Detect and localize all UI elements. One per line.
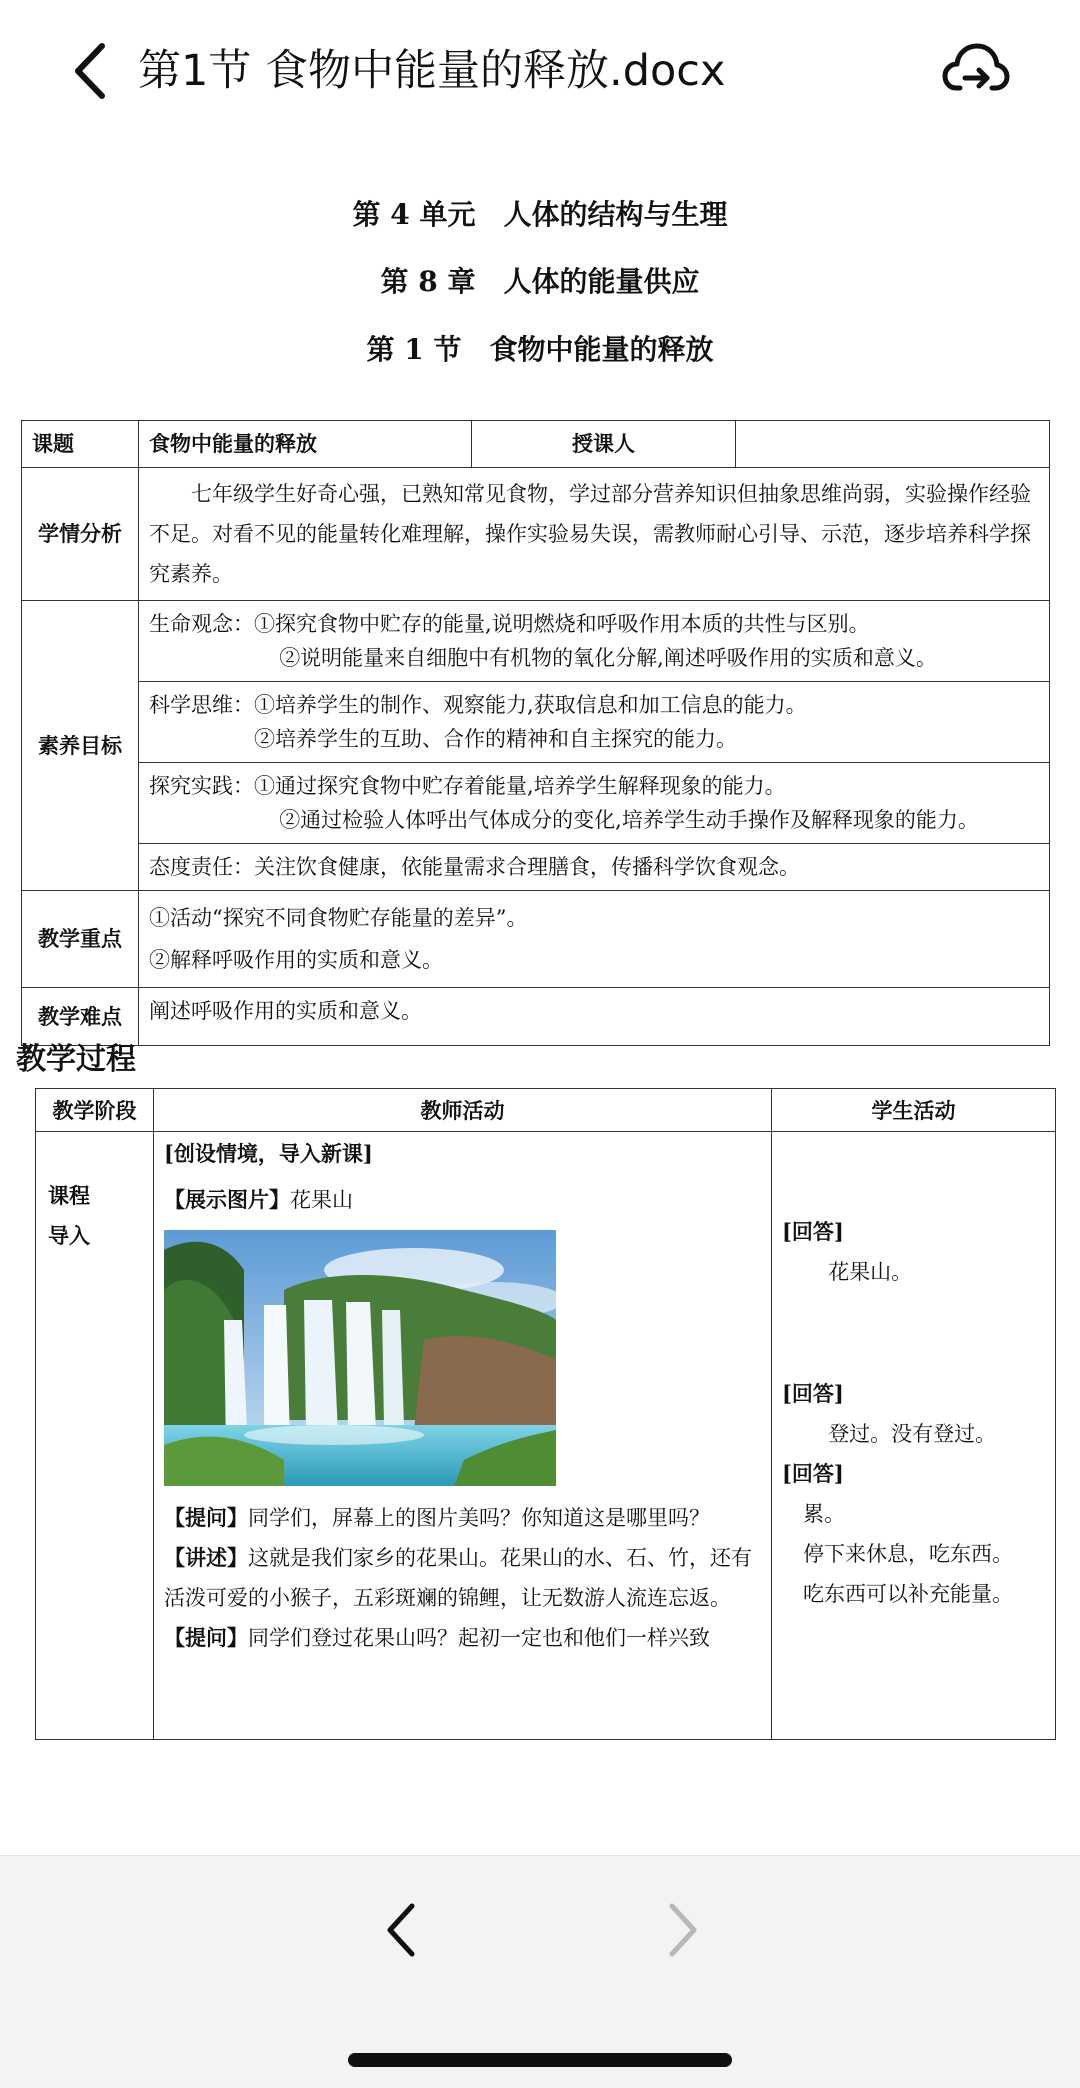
goal-life-2: ②说明能量来自细胞中有机物的氧化分解,阐述呼吸作用的实质和意义。 xyxy=(279,646,937,670)
column-header-teacher: 教师活动 xyxy=(154,1089,772,1132)
answer-3a: 累。 xyxy=(803,1502,845,1526)
goal-sci-2: ②培养学生的互助、合作的精神和自主探究的能力。 xyxy=(254,727,737,751)
question-2-tag: 【提问】 xyxy=(164,1625,248,1650)
question-1-text: 同学们，屏幕上的图片美吗？你知道这是哪里吗？ xyxy=(248,1506,710,1530)
answer-tag: [回答] xyxy=(782,1381,844,1406)
answer-tag: [回答] xyxy=(782,1461,844,1486)
table-row xyxy=(22,601,1050,682)
table-row xyxy=(22,891,1050,988)
analysis-label: 学情分析 xyxy=(22,468,139,601)
goal-life-1: 生命观念：①探究食物中贮存的能量,说明燃烧和呼吸作用本质的共性与区别。 xyxy=(149,612,870,636)
answer-tag: [回答] xyxy=(782,1219,844,1244)
chevron-left-icon xyxy=(390,1906,412,1954)
table-row xyxy=(36,1132,1056,1740)
table-row xyxy=(22,844,1050,891)
top-bar xyxy=(0,0,1080,140)
teacher-activity-cell xyxy=(154,1132,772,1740)
answer-2: 登过。没有登过。 xyxy=(828,1422,997,1446)
key-point-1: ①活动“探究不同食物贮存能量的差异”。 xyxy=(149,906,528,930)
goal-sci xyxy=(139,682,1050,763)
key-points xyxy=(139,891,1050,988)
answer-spacer xyxy=(782,1292,1047,1374)
column-header-stage: 教学阶段 xyxy=(36,1089,154,1132)
teacher-value xyxy=(736,421,1050,468)
goal-attitude: 态度责任：关注饮食健康，依能量需求合理膳食，传播科学饮食观念。 xyxy=(139,844,1050,891)
table-row xyxy=(22,682,1050,763)
question-2 xyxy=(164,1618,761,1658)
goal-exp xyxy=(139,763,1050,844)
unit-heading: 第 4 单元 人体的结构与生理 xyxy=(352,198,728,231)
goal-life xyxy=(139,601,1050,682)
show-picture-line xyxy=(164,1180,761,1220)
cloud-upload-icon xyxy=(945,46,1007,88)
question-2-text: 同学们登过花果山吗？起初一定也和他们一样兴致 xyxy=(248,1626,710,1650)
stage-text: 课程导入 xyxy=(48,1183,90,1248)
stage-cell xyxy=(36,1132,154,1740)
analysis-text: 七年级学生好奇心强，已熟知常见食物，学过部分营养知识但抽象思维尚弱，实验操作经验不足。对看不见的能量转化难理解，操作实验易失误，需教师耐心引导、示范，逐步培养科学探究素养。 xyxy=(139,468,1050,601)
goal-exp-2: ②通过检验人体呼出气体成分的变化,培养学生动手操作及解释现象的能力。 xyxy=(279,808,979,832)
table-row xyxy=(22,468,1050,601)
waterfall-photo xyxy=(164,1230,556,1486)
home-indicator[interactable] xyxy=(348,2053,732,2067)
previous-page-button[interactable] xyxy=(380,1900,424,1960)
process-table xyxy=(35,1088,1056,1740)
show-picture-tag: 【展示图片】 xyxy=(164,1187,290,1212)
chevron-left-icon xyxy=(78,46,102,96)
answer-1: 花果山。 xyxy=(828,1260,913,1284)
section-heading: 第 1 节 食物中能量的释放 xyxy=(366,333,714,366)
show-picture-text: 花果山 xyxy=(290,1188,353,1212)
back-button[interactable] xyxy=(66,38,122,104)
teacher-label: 授课人 xyxy=(472,421,736,468)
topic-label: 课题 xyxy=(22,421,139,468)
chapter-heading: 第 8 章 人体的能量供应 xyxy=(380,265,700,298)
answer-3b: 停下来休息，吃东西。 xyxy=(803,1542,1013,1566)
table-row xyxy=(22,421,1050,468)
cloud-upload-button[interactable] xyxy=(942,36,1010,104)
narration-tag: 【讲述】 xyxy=(164,1545,248,1570)
key-label: 教学重点 xyxy=(22,891,139,988)
lesson-info-table xyxy=(21,420,1050,1046)
key-point-2: ②解释呼吸作用的实质和意义。 xyxy=(149,948,443,972)
process-title: 教学过程 xyxy=(16,1042,136,1077)
chevron-right-icon xyxy=(672,1906,694,1954)
teacher-section-label: [创设情境，导入新课] xyxy=(164,1141,373,1166)
narration-text: 这就是我们家乡的花果山。花果山的水、石、竹，还有活泼可爱的小猴子，五彩斑斓的锦鲤，让无数游人流连忘返。 xyxy=(164,1546,752,1610)
answer-3c: 吃东西可以补充能量。 xyxy=(803,1582,1013,1606)
table-row xyxy=(22,763,1050,844)
difficult-label: 教学难点 xyxy=(22,988,139,1046)
column-header-student: 学生活动 xyxy=(772,1089,1056,1132)
topic-value: 食物中能量的释放 xyxy=(139,421,472,468)
narration xyxy=(164,1538,761,1618)
student-activity-cell xyxy=(772,1132,1056,1740)
difficult-text: 阐述呼吸作用的实质和意义。 xyxy=(139,988,1050,1046)
question-1 xyxy=(164,1498,761,1538)
document-title: 第1节 食物中能量的释放.docx xyxy=(138,46,726,96)
goal-sci-1: 科学思维：①培养学生的制作、观察能力,获取信息和加工信息的能力。 xyxy=(149,693,807,717)
table-header-row xyxy=(36,1089,1056,1132)
next-page-button[interactable] xyxy=(660,1900,704,1960)
goal-exp-1: 探究实践：①通过探究食物中贮存着能量,培养学生解释现象的能力。 xyxy=(149,774,786,798)
question-1-tag: 【提问】 xyxy=(164,1505,248,1530)
table-row xyxy=(22,988,1050,1046)
goals-label: 素养目标 xyxy=(22,601,139,891)
